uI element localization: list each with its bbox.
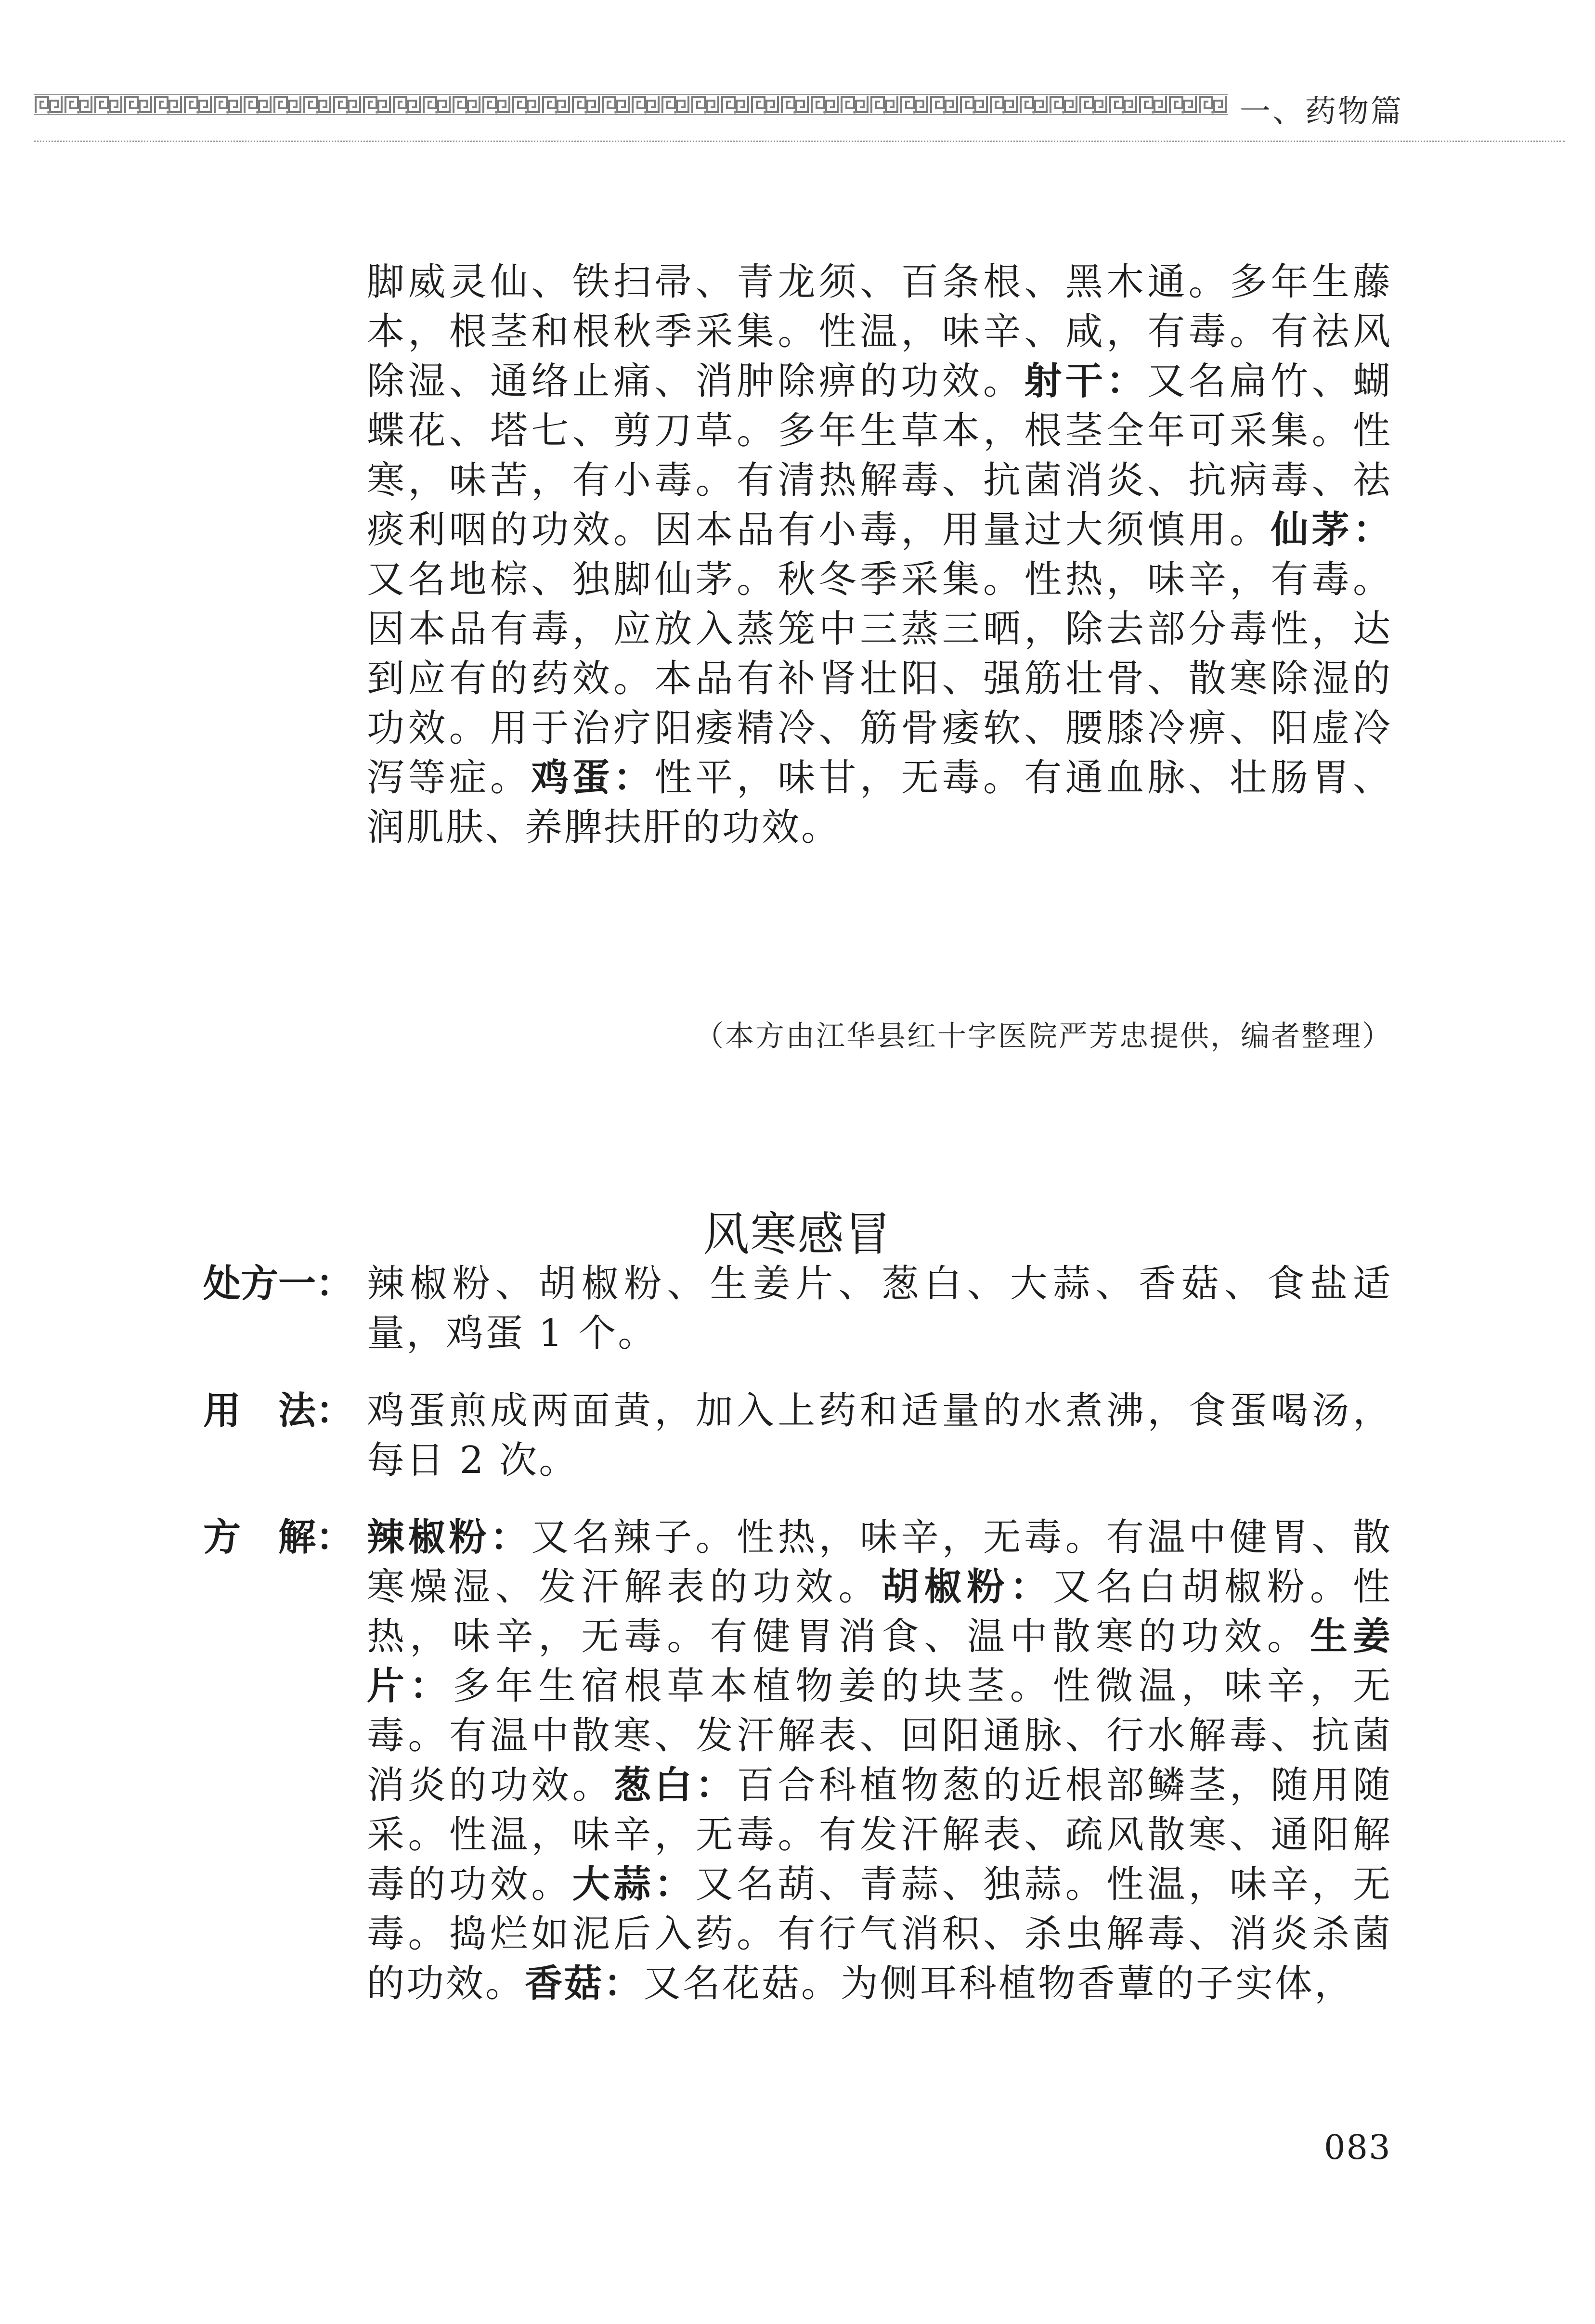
running-header-title: 一、药物篇 xyxy=(1240,94,1403,129)
text-segment: 又名扁竹、蝴蝶花、塔七、剪刀草。多年生草本，根茎全年可采集。性寒，味苦，有小毒。有清热解毒、抗菌消炎、抗病毒、祛痰利咽的功效。因本品有小毒，用量过大须慎用。 xyxy=(367,360,1392,552)
herb-term: 生姜片： xyxy=(367,1615,1392,1708)
herb-term: 射干： xyxy=(1024,360,1148,403)
herb-term: 胡椒粉： xyxy=(881,1565,1053,1609)
herb-term: 辣椒粉： xyxy=(367,1516,532,1559)
text-segment: 又名地棕、独脚仙茅。秋冬季采集。性热，味辛，有毒。因本品有毒，应放入蒸笼中三蒸三晒，除去部分毒性，达到应有的药效。本品有补肾壮阳、强筋壮骨、散寒除湿的功效。用于治疗阳痿精冷、筋骨痿软、腰膝冷痹、阳虚冷泻等症。 xyxy=(367,558,1392,800)
continuation-paragraph xyxy=(367,258,1392,852)
text-segment: 性平，味甘，无毒。有通血脉、壮肠胃、润肌肤、养脾扶肝的功效。 xyxy=(367,756,1392,849)
text-segment: 脚威灵仙、铁扫帚、青龙须、百条根、黑木通。多年生藤本，根茎和根秋季采集。性温，味辛、咸，有毒。有祛风除湿、通络止痛、消肿除痹的功效。 xyxy=(367,260,1392,403)
header-divider xyxy=(34,141,1565,142)
text-segment: 又名花菇。为侧耳科植物香蕈的子实体， xyxy=(643,1962,1354,2005)
prescription-entry xyxy=(203,1259,1392,1358)
usage-text: 鸡蛋煎成两面黄，加入上药和适量的水煮沸，食蛋喝汤，每日 2 次。 xyxy=(367,1389,1392,1482)
herb-term: 鸡蛋： xyxy=(531,756,655,800)
text-segment: 又名白胡椒粉。性热，味辛，无毒。有健胃消食、温中散寒的功效。 xyxy=(367,1565,1392,1658)
header-ornament-band xyxy=(34,94,1228,115)
herb-term: 仙茅： xyxy=(1271,508,1392,552)
herb-term: 葱白： xyxy=(613,1764,737,1807)
prescription-text: 辣椒粉、胡椒粉、生姜片、葱白、大蒜、香菇、食盐适量，鸡蛋 1 个。 xyxy=(367,1262,1392,1355)
section-heading: 风寒感冒 xyxy=(703,1207,892,1261)
herb-term: 香菇： xyxy=(525,1962,644,2005)
text-segment: 多年生宿根草本植物姜的块茎。性微温，味辛，无毒。有温中散寒、发汗解表、回阳通脉、行水解毒、抗菌消炎的功效。 xyxy=(367,1665,1392,1807)
source-credit: （本方由江华县红十字医院严芳忠提供，编者整理） xyxy=(695,1020,1392,1053)
explanation-entry xyxy=(203,1513,1392,2009)
explanation-label: 方 解： xyxy=(203,1516,354,1559)
page-number: 083 xyxy=(1324,2128,1391,2167)
text-segment: 又名辣子。性热，味辛，无毒。有温中健胃、散寒燥湿、发汗解表的功效。 xyxy=(367,1516,1392,1609)
explanation-text xyxy=(367,1513,1392,2009)
text-segment: 百合科植物葱的近根部鳞茎，随用随采。性温，味辛，无毒。有发汗解表、疏风散寒、通阳解毒的功效。 xyxy=(367,1764,1392,1906)
text-segment: 又名葫、青蒜、独蒜。性温，味辛，无毒。捣烂如泥后入药。有行气消积、杀虫解毒、消炎杀菌的功效。 xyxy=(367,1863,1392,2005)
usage-label: 用 法： xyxy=(203,1389,354,1433)
usage-entry xyxy=(203,1386,1392,1485)
herb-term: 大蒜： xyxy=(572,1863,696,1906)
prescription-label: 处方一： xyxy=(203,1262,354,1305)
